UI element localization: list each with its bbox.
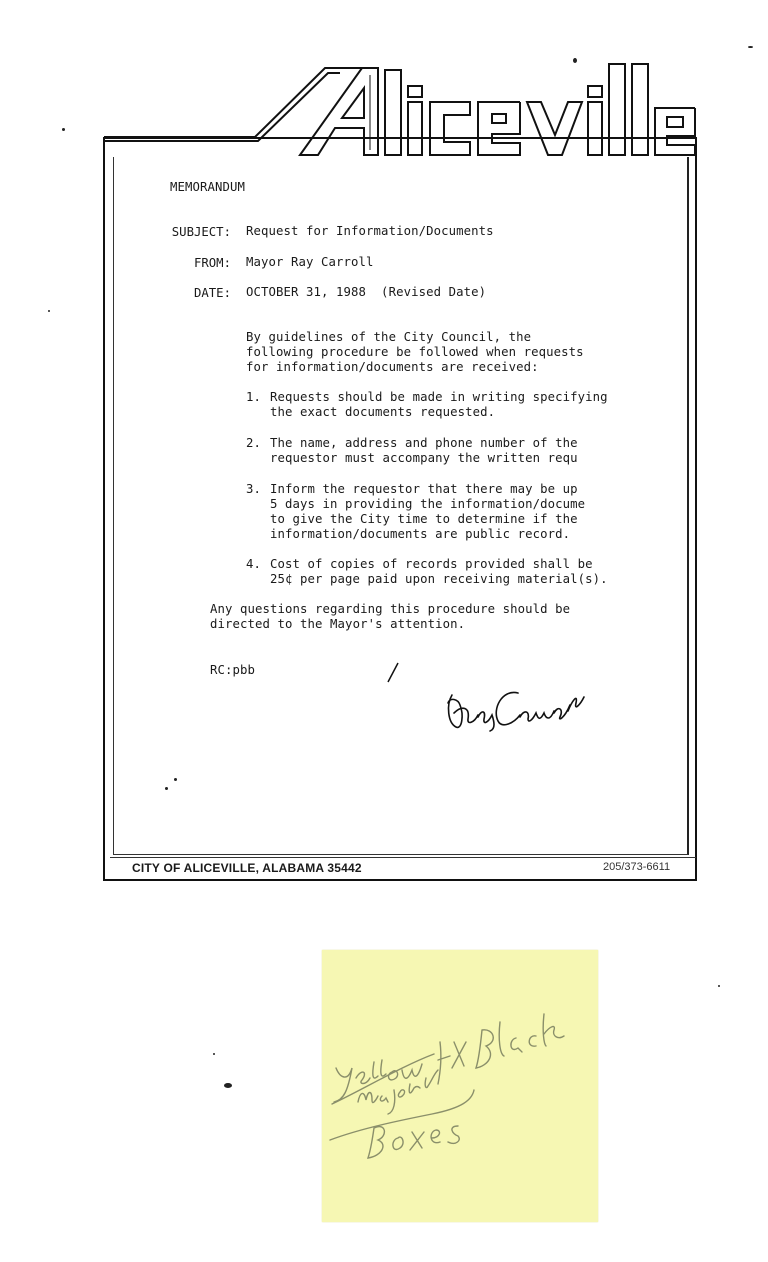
subject-label: SUBJECT: (171, 225, 231, 239)
subject-value: Request for Information/Documents (246, 224, 494, 238)
item-line: 5 days in providing the information/docume (270, 497, 586, 511)
from-label: FROM: (193, 256, 231, 270)
date-value: OCTOBER 31, 1988 (Revised Date) (246, 285, 487, 299)
scan-speck (48, 310, 50, 312)
stray-pen-mark (386, 662, 400, 684)
item-line: The name, address and phone number of the (270, 436, 578, 450)
intro-line: for information/documents are received: (246, 360, 539, 374)
closing-line: Any questions regarding this procedure should be (210, 602, 571, 616)
closing-line: directed to the Mayor's attention. (210, 617, 466, 631)
item-number: 2. (246, 436, 262, 450)
item-line: information/documents are public record. (270, 527, 571, 541)
footer-city: CITY OF ALICEVILLE, ALABAMA 35442 (132, 861, 362, 875)
scan-speck (224, 1083, 232, 1088)
from-value: Mayor Ray Carroll (246, 255, 374, 269)
intro-line: By guidelines of the City Council, the (246, 330, 532, 344)
initials: RC:pbb (210, 663, 256, 677)
signature (440, 675, 590, 739)
scan-speck (213, 1053, 215, 1055)
item-line: to give the City time to determine if the (270, 512, 578, 526)
memo-heading: MEMORANDUM (170, 180, 246, 194)
item-number: 1. (246, 390, 262, 404)
intro-line: following procedure be followed when requests (246, 345, 584, 359)
item-line: Inform the requestor that there may be up (270, 482, 578, 496)
item-number: 4. (246, 557, 262, 571)
item-line: Requests should be made in writing specifying (270, 390, 608, 404)
item-line: requestor must accompany the written requ (270, 451, 578, 465)
footer-phone: 205/373-6611 (603, 861, 671, 873)
scan-speck (718, 985, 720, 987)
item-line: 25¢ per page paid upon receiving material(s). (270, 572, 608, 586)
item-line: the exact documents requested. (270, 405, 496, 419)
date-label: DATE: (193, 286, 231, 300)
footer-rule (110, 857, 696, 858)
item-line: Cost of copies of records provided shall be (270, 557, 593, 571)
item-number: 3. (246, 482, 262, 496)
sticky-note (322, 950, 598, 1222)
